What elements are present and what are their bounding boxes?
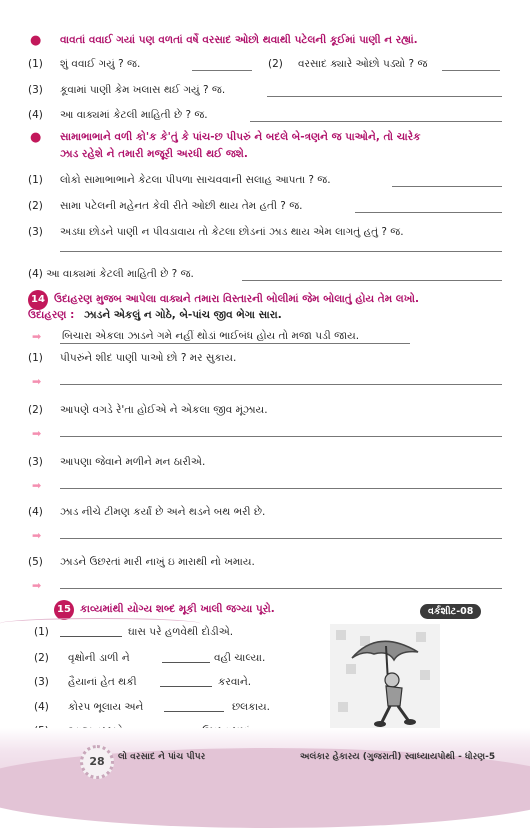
bullet-icon: ● <box>30 33 42 48</box>
answer-line <box>60 343 410 344</box>
question-number: (2) <box>28 404 43 416</box>
arrow-icon: ➡ <box>32 427 42 440</box>
question-text: કરવાને. <box>218 676 252 688</box>
footer-chapter-title: લો વરસાદ ને પાંચ પીપર <box>118 752 206 762</box>
question-text: આ વાક્યમાં કેટલી માહિતી છે ? જ. <box>60 109 208 121</box>
question-number: (3) <box>28 456 43 468</box>
question-text: આપણે વગડે રે'તા હોઈએ ને એકલા જીવ મૂંઝાય. <box>60 404 268 416</box>
question-text: ઝાડ નીચે ટીમણ કર્યાં છે અને થડને બથ ભરી છે. <box>60 506 266 518</box>
worksheet-tag: વર્કશીટ-08 <box>420 604 481 619</box>
answer-line[interactable] <box>192 70 252 71</box>
question-text: સામા પટેલની મહેનત કેવી રીતે ઓછી થાય તેમ હતી ? જ. <box>60 200 303 212</box>
question-text: અડધા છોડને પાણી ન પીવડાવાય તો કેટલા છોડનાં ઝાડ થાય એમ લાગતું હતું ? જ. <box>60 226 404 238</box>
answer-line[interactable] <box>250 121 502 122</box>
blank-field[interactable] <box>160 686 212 687</box>
question-text: ઝાડને ઉછરતાં મારી નાખું ઇ મારાથી નો ખમાય. <box>60 556 255 568</box>
question-number-badge: 15 <box>54 600 74 620</box>
blank-field[interactable] <box>164 711 224 712</box>
arrow-icon: ➡ <box>32 375 42 388</box>
question-number: (4) <box>34 701 49 713</box>
answer-line[interactable] <box>442 70 500 71</box>
question-number: (1) <box>28 58 43 70</box>
answer-line[interactable] <box>60 488 502 489</box>
question-number: (3) <box>28 226 43 238</box>
blank-field[interactable] <box>60 636 122 637</box>
quote-text: વાવતાં વવાઈ ગયાં પણ વળતાં વર્ષે વરસાદ ઓછો થવાથી પટેલની કૂઈમાં પાણી ન રહ્યાં. <box>60 34 418 46</box>
example-text: ઝાડને એકલું ન ગોઠે, બે-પાંચ જીવ ભેગા સારા. <box>84 309 282 321</box>
question-number: (4) <box>28 506 43 518</box>
question-number: (4) <box>28 109 43 121</box>
question-text: ઘાસ પરે હળવેથી દોડીએ. <box>128 626 234 638</box>
question-text: કૂવામાં પાણી કેમ ખલાસ થઈ ગયું ? જ. <box>60 84 226 96</box>
answer-line[interactable] <box>267 96 502 97</box>
question-number: (3) <box>28 84 43 96</box>
question-text: છલકાય. <box>232 701 270 713</box>
footer-book-title: અલંકાર હેકારય (ગુજરાતી) સ્વાધ્યાયપોથી - ધોરણ-5 <box>300 752 496 762</box>
question-text: આપણા જેવાને મળીને મન ઠારીએ. <box>60 456 206 468</box>
question-text: વૃક્ષોની ડાળી ને <box>68 652 130 664</box>
question-number: (2) <box>34 652 49 664</box>
arrow-icon: ➡ <box>32 529 42 542</box>
quote-text: ઝાડ રહેશે ને તમારી મજૂરી અરધી થઈ જશે. <box>60 148 248 160</box>
question-text: (4) આ વાક્યમાં કેટલી માહિતી છે ? જ. <box>28 268 194 280</box>
question-number: (1) <box>34 626 49 638</box>
question-number: (1) <box>28 174 43 186</box>
answer-line[interactable] <box>60 384 502 385</box>
answer-line[interactable] <box>60 538 502 539</box>
question-number: (5) <box>28 556 43 568</box>
question-text: લોકો સામાભાભાને કેટલા પીપળા સાચવવાની સલાહ આપતા ? જ. <box>60 174 331 186</box>
question-text: કોરપ ભૂલાય અને <box>68 701 144 713</box>
question-number-badge: 14 <box>28 290 48 310</box>
answer-line[interactable] <box>392 186 502 187</box>
section-heading: ઉદાહરણ મુજબ આપેલા વાક્યને તમારા વિસ્તારની બોલીમાં જેમ બોલાતું હોય તેમ લખો. <box>54 293 419 305</box>
quote-text: સામાભાભાને વળી કો'ક કે'તું કે પાંચ-છ પીપરું ને બદલે બે-ત્રણને જ પાઓને, તો ચારેક <box>60 131 421 143</box>
answer-line[interactable] <box>355 212 502 213</box>
arrow-icon: ➡ <box>32 479 42 492</box>
question-number: (3) <box>34 676 49 688</box>
question-text: પીપરુંને શીદ પાણી પાઓ છો ? મર સુકાય. <box>60 352 237 364</box>
example-label: ઉદાહરણ : <box>28 309 75 321</box>
blank-field[interactable] <box>162 662 210 663</box>
answer-line[interactable] <box>60 588 502 589</box>
man-with-umbrella-illustration <box>330 624 440 732</box>
arrow-icon: ➡ <box>32 579 42 592</box>
question-text: વહી ચાલ્યા. <box>214 652 266 664</box>
question-number: (1) <box>28 352 43 364</box>
answer-line[interactable] <box>242 280 502 281</box>
section-heading: કાવ્યમાંથી યોગ્ય શબ્દ મૂકી ખાલી જગ્યા પૂરો. <box>80 603 275 615</box>
question-text: હૈયાનાં હેત થકી <box>68 676 137 688</box>
answer-line[interactable] <box>60 251 502 252</box>
question-number: (2) <box>28 200 43 212</box>
question-number: (2) <box>268 58 283 70</box>
answer-line[interactable] <box>60 436 502 437</box>
question-text: વરસાદ ક્યારે ઓછો પડ્યો ? જ <box>298 58 428 70</box>
question-text: શું વવાઈ ગયું ? જ. <box>60 58 141 70</box>
arrow-icon: ➡ <box>32 330 42 343</box>
example-answer: બિચારા એકલા ઝાડને ગમે નહીં થોડાં ભાઈબંધ હોય તો મજા પડી જાય. <box>62 330 360 342</box>
page-number: 28 <box>80 745 114 779</box>
bullet-icon: ● <box>30 130 42 145</box>
